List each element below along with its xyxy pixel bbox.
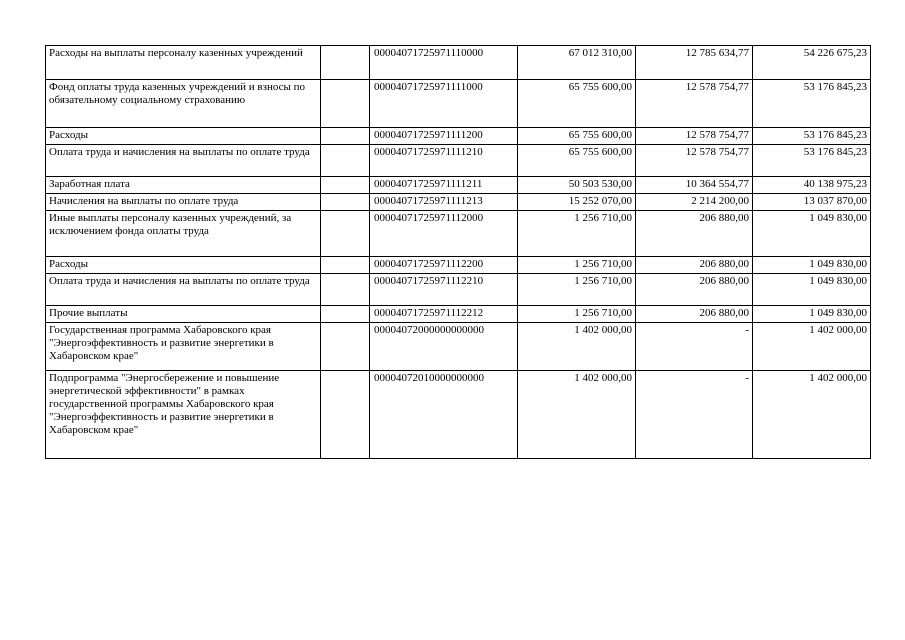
table-row [46,257,871,274]
row-line-code [321,257,370,274]
row-approved: 65 755 600,00 [518,128,636,145]
row-approved: 1 256 710,00 [518,211,636,257]
row-remaining: 1 049 830,00 [753,274,871,306]
row-line-code [321,177,370,194]
budget-execution-table [45,45,871,459]
row-approved: 1 256 710,00 [518,306,636,323]
row-approved: 1 402 000,00 [518,323,636,371]
row-name: Государственная программа Хабаровского края "Энергоэффективность и развитие энергетики в Хабаровском крае" [46,323,321,371]
row-budget-code: 00004071725971111211 [370,177,518,194]
row-remaining: 53 176 845,23 [753,128,871,145]
row-name: Иные выплаты персоналу казенных учреждений, за исключением фонда оплаты труда [46,211,321,257]
row-approved: 15 252 070,00 [518,194,636,211]
row-budget-code: 00004071725971112210 [370,274,518,306]
row-line-code [321,211,370,257]
row-executed: 12 578 754,77 [636,80,753,128]
row-name: Фонд оплаты труда казенных учреждений и взносы по обязательному социальному страхованию [46,80,321,128]
table-row [46,145,871,177]
row-executed: 206 880,00 [636,211,753,257]
row-remaining: 1 049 830,00 [753,257,871,274]
table-row [46,46,871,80]
row-executed: 206 880,00 [636,306,753,323]
row-budget-code: 00004071725971112200 [370,257,518,274]
row-budget-code: 00004071725971111200 [370,128,518,145]
row-remaining: 53 176 845,23 [753,80,871,128]
row-name: Расходы [46,128,321,145]
table-row [46,274,871,306]
table-row [46,80,871,128]
row-name: Расходы на выплаты персоналу казенных учреждений [46,46,321,80]
row-remaining: 1 049 830,00 [753,306,871,323]
row-remaining: 1 402 000,00 [753,323,871,371]
row-budget-code: 00004071725971111210 [370,145,518,177]
row-executed: - [636,323,753,371]
row-name: Заработная плата [46,177,321,194]
row-budget-code: 00004071725971111000 [370,80,518,128]
row-executed: 10 364 554,77 [636,177,753,194]
row-line-code [321,274,370,306]
row-remaining: 1 402 000,00 [753,371,871,459]
row-executed: 12 578 754,77 [636,128,753,145]
row-line-code [321,80,370,128]
row-name: Оплата труда и начисления на выплаты по оплате труда [46,274,321,306]
table-row [46,128,871,145]
row-line-code [321,46,370,80]
table-row [46,177,871,194]
row-executed: 206 880,00 [636,274,753,306]
row-remaining: 1 049 830,00 [753,211,871,257]
row-name: Подпрограмма "Энергосбережение и повышение энергетической эффективности" в рамках государственной программы Хабаровского края "Энергоэффективность и развитие энергетики в Хабаровском крае" [46,371,321,459]
row-approved: 1 256 710,00 [518,257,636,274]
row-line-code [321,323,370,371]
table-row [46,371,871,459]
row-approved: 50 503 530,00 [518,177,636,194]
table-row [46,323,871,371]
row-budget-code: 00004071725971110000 [370,46,518,80]
row-approved: 1 402 000,00 [518,371,636,459]
row-budget-code: 00004071725971112000 [370,211,518,257]
row-budget-code: 00004072010000000000 [370,371,518,459]
row-remaining: 13 037 870,00 [753,194,871,211]
row-approved: 65 755 600,00 [518,80,636,128]
row-budget-code: 00004071725971111213 [370,194,518,211]
row-approved: 1 256 710,00 [518,274,636,306]
row-remaining: 53 176 845,23 [753,145,871,177]
table-row [46,194,871,211]
table-row [46,306,871,323]
row-name: Расходы [46,257,321,274]
row-approved: 67 012 310,00 [518,46,636,80]
row-line-code [321,306,370,323]
row-budget-code: 00004071725971112212 [370,306,518,323]
row-remaining: 54 226 675,23 [753,46,871,80]
row-executed: 12 578 754,77 [636,145,753,177]
row-executed: 206 880,00 [636,257,753,274]
row-line-code [321,145,370,177]
table-row [46,211,871,257]
row-name: Прочие выплаты [46,306,321,323]
row-executed: - [636,371,753,459]
row-executed: 12 785 634,77 [636,46,753,80]
row-budget-code: 00004072000000000000 [370,323,518,371]
row-name: Начисления на выплаты по оплате труда [46,194,321,211]
row-approved: 65 755 600,00 [518,145,636,177]
row-name: Оплата труда и начисления на выплаты по оплате труда [46,145,321,177]
row-executed: 2 214 200,00 [636,194,753,211]
row-remaining: 40 138 975,23 [753,177,871,194]
row-line-code [321,128,370,145]
row-line-code [321,194,370,211]
row-line-code [321,371,370,459]
